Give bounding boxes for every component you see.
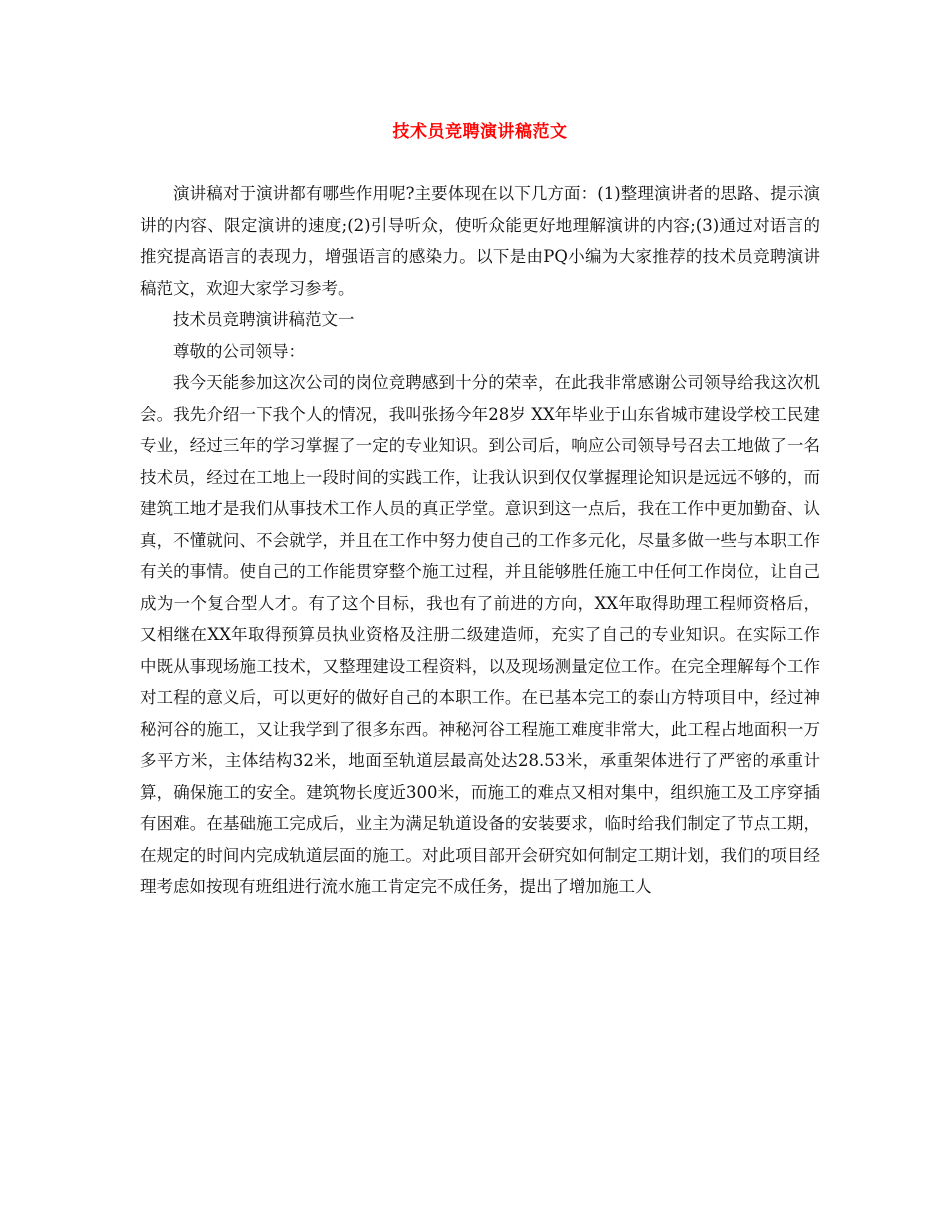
salutation: 尊敬的公司领导： [173, 341, 305, 361]
section-heading: 技术员竞聘演讲稿范文一 [173, 310, 355, 329]
document-page [140, 120, 820, 903]
body-paragraph: 我今天能参加这次公司的岗位竞聘感到十分的荣幸，在此我非常感谢公司领导给我这次机会。我先介绍一下我个人的情况，我叫张扬今年28岁 XX年毕业于山东省城市建设学校工民建专业，经过三年的学习掌握了一定的专业知识。到公司后，响应公司领导号召去工地做了一名技术员，经过在工地上一段时间的实践工作，让我认识到仅仅掌握理论知识是远远不够的，而建筑工地才是我们从事技术工作人员的真正学堂。意识到这一点后，我在工作中更加勤奋、认真，不懂就问、不会就学，并且在工作中努力使自己的工作多元化，尽量多做一些与本职工作有关的事情。使自己的工作能贯穿整个施工过程，并且能够胜任施工中任何工作岗位，让自己成为一个复合型人才。有了这个目标，我也有了前进的方向，XX年取得助理工程师资格后，又相继在XX年取得预算员执业资格及注册二级建造师，充实了自己的专业知识。在实际工作中既从事现场施工技术，又整理建设工程资料，以及现场测量定位工作。在完全理解每个工作对工程的意义后，可以更好的做好自己的本职工作。在已基本完工的泰山方特项目中，经过神秘河谷的施工，又让我学到了很多东西。神秘河谷工程施工难度非常大，此工程占地面积一万多平方米，主体结构32米，地面至轨道层最高处达28.53米，承重架体进行了严密的承重计算，确保施工的安全。建筑物长度近300米，而施工的难点又相对集中，组织施工及工序穿插有困难。在基础施工完成后，业主为满足轨道设备的安装要求，临时给我们制定了节点工期，在规定的时间内完成轨道层面的施工。对此项目部开会研究如何制定工期计划，我们的项目经理考虑如按现有班组进行流水施工肯定完不成任务，提出了增加施工人 [140, 373, 820, 896]
document-title: 技术员竞聘演讲稿范文 [392, 122, 568, 142]
intro-paragraph: 演讲稿对于演讲都有哪些作用呢?主要体现在以下几方面：(1)整理演讲者的思路、提示演讲的内容、限定演讲的速度;(2)引导听众，使听众能更好地理解演讲的内容;(3)通过对语言的推究提高语言的表现力，增强语言的感染力。以下是由PQ小编为大家推荐的技术员竞聘演讲稿范文，欢迎大家学习参考。 [140, 184, 820, 298]
